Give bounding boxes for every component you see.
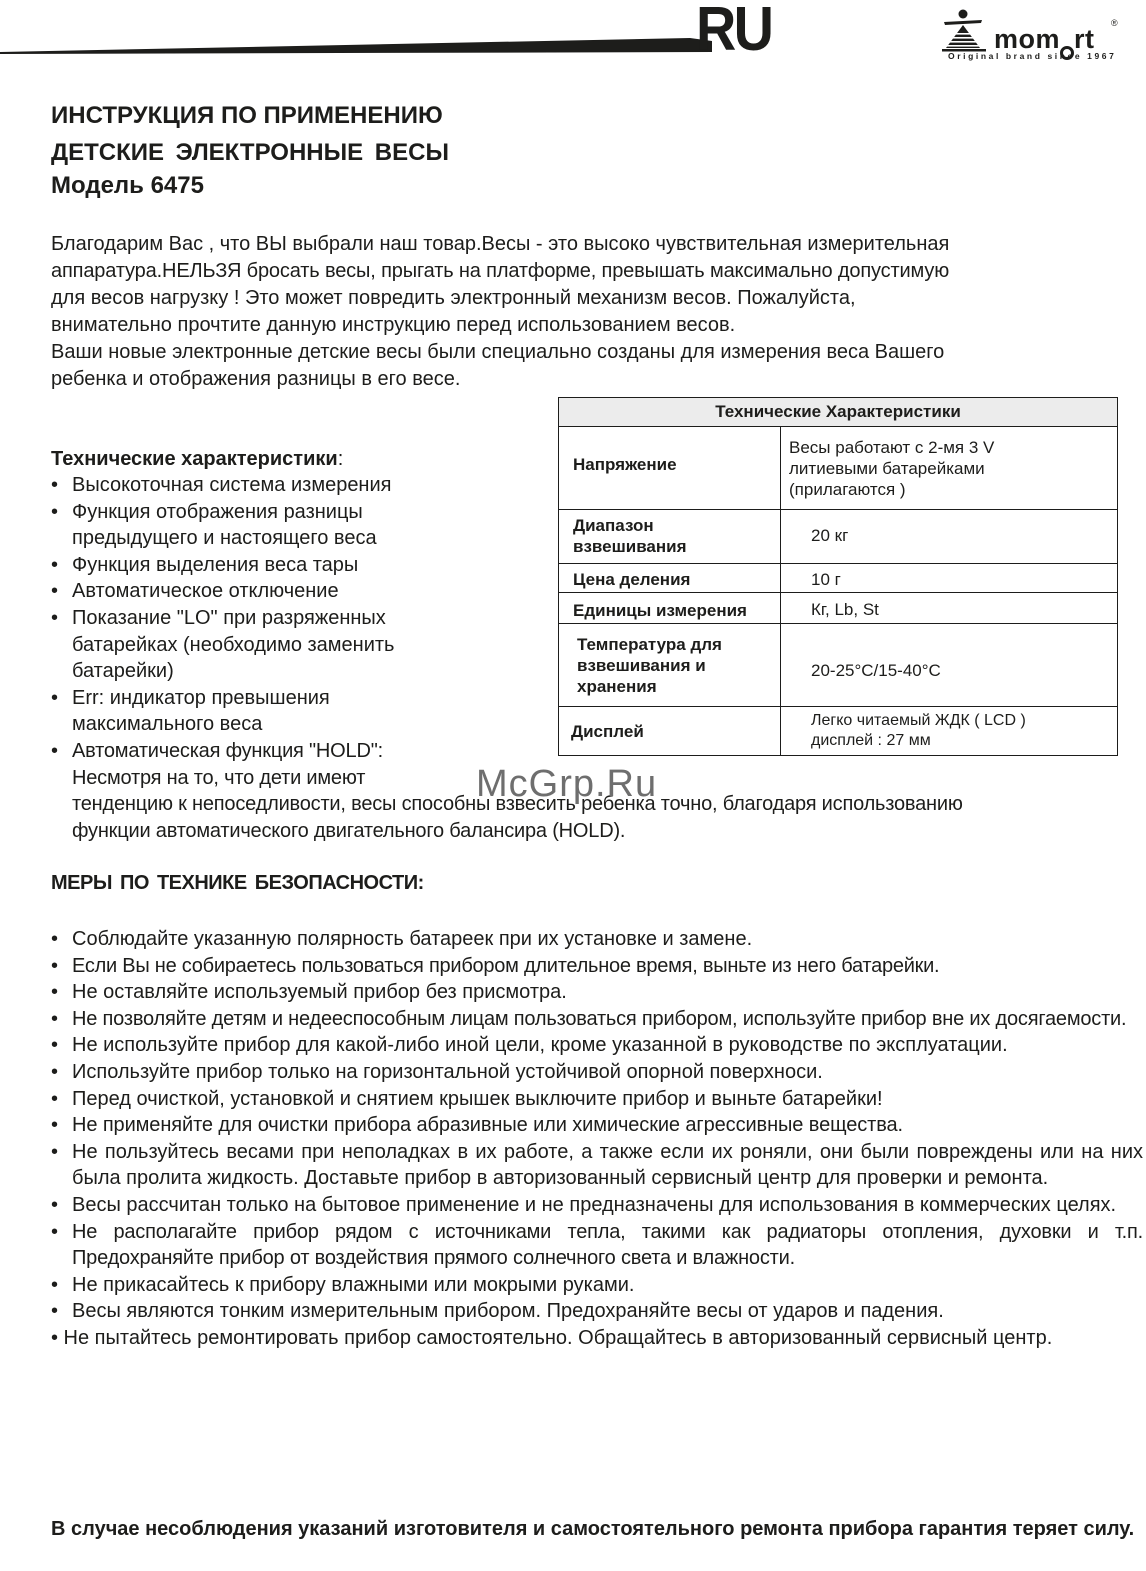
intro-line: аппаратура.НЕЛЬЗЯ бросать весы, прыгать на платформе, превышать максимально допустимую (51, 260, 950, 282)
safety-item: • Весы являются тонким измерительным прибором. Предохраняйте весы от ударов и падения. (51, 1298, 1143, 1325)
spec-label: Цена деления (573, 570, 691, 589)
spec-item: • Err: индикатор превышения максимального веса (51, 685, 1143, 738)
spec-item: • Высокоточная система измерения (51, 472, 1143, 499)
spec-label: Дисплей (571, 722, 644, 741)
logo-tagline: Original brand since 1967 (948, 51, 1117, 61)
safety-item: • Не прикасайтесь к прибору влажными или мокрыми руками. (51, 1272, 1143, 1299)
spec-value: 10 г (811, 570, 841, 589)
language-badge: RU (696, 0, 772, 64)
safety-item: • Не применяйте для очистки прибора абразивные или химические агрессивные вещества. (51, 1112, 1143, 1139)
spec-item: • Функция выделения веса тары (51, 552, 1143, 579)
safety-item: • Соблюдайте указанную полярность батареек при их установке и замене. (51, 926, 1143, 953)
spec-label: Единицы измерения (573, 601, 747, 620)
safety-item: • Не пытайтесь ремонтировать прибор самостоятельно. Обращайтесь в авторизованный сервисный центр. (51, 1326, 1053, 1349)
watermark: McGrp.Ru (476, 763, 658, 805)
intro-line: ребенка и отображения разницы в его весе. (51, 368, 461, 390)
safety-item: • Не оставляйте используемый прибор без присмотра. (51, 979, 1143, 1006)
spec-value: Легко читаемый ЖДК ( LCD ) дисплей : 27 мм (811, 712, 1026, 749)
warranty-notice: В случае несоблюдения указаний изготовителя и самостоятельного ремонта прибора гарантия теряет силу. (51, 1518, 1135, 1540)
intro-line: внимательно прочтите данную инструкцию перед использованием весов. (51, 314, 736, 336)
registered-mark: ® (1111, 18, 1118, 28)
intro-line: Благодарим Вас , что ВЫ выбрали наш товар.Весы - это высоко чувствительная измерительная (51, 233, 950, 255)
safety-list (51, 926, 1143, 1352)
safety-item: • Не позволяйте детям и недееспособным лицам пользоваться прибором, используйте прибор вне их досягаемости. (51, 1006, 1143, 1033)
spec-item: • Функция отображения разницы предыдущего и настоящего веса (51, 499, 1143, 552)
spec-item: • Показание "LO" при разряженных батарейках (необходимо заменить батарейки) (51, 605, 1143, 685)
spec-value: 20 кг (811, 526, 849, 545)
spec-item: • Автоматическая функция "HOLD": Несмотря на то, что дети имеют тенденцию к непоседливости, весы способны взвесить ребенка точно, благодаря использованию функции автоматического двигательного балансира (HOLD). (51, 738, 1143, 844)
spec-table-title: Технические Характеристики (715, 402, 961, 421)
spec-item: • Автоматическое отключение (51, 578, 1143, 605)
safety-heading: МЕРЫ ПО ТЕХНИКЕ БЕЗОПАСНОСТИ: (51, 872, 424, 894)
spec-label: Напряжение (573, 455, 677, 474)
spec-value: Кг, Lb, St (811, 600, 879, 619)
safety-item: • Используйте прибор только на горизонтальной устойчивой опорной поверхноси. (51, 1059, 1143, 1086)
intro-line: Ваши новые электронные детские весы были специально созданы для измерения веса Вашего (51, 341, 945, 363)
spec-value: Весы работают с 2-мя 3 V литиевыми батарейками (прилагаются ) (789, 438, 995, 499)
spec-label: Диапазон взвешивания (573, 516, 687, 556)
specs-heading: Технические характеристики: (51, 448, 344, 470)
safety-item: • Не пользуйтесь весами при неполадках в их работе, а также если их роняли, они были повреждены или на них была пролита жидкость. Доставьте прибор в авторизованный сервисный центр для проверки и ремонта. (51, 1139, 1143, 1192)
spec-table (558, 397, 1118, 757)
spec-label: Температура для взвешивания и хранения (577, 635, 722, 696)
spec-value: 20-25°C/15-40°C (811, 661, 941, 680)
logo-wordmark: mom rt (994, 24, 1095, 60)
product-title: ДЕТСКИЕ ЭЛЕКТРОННЫЕ ВЕСЫ (51, 139, 449, 166)
intro-text (51, 231, 1143, 393)
safety-item: • Если Вы не собираетесь пользоваться прибором длительное время, выньте из него батарейки. (51, 953, 1143, 980)
document-title: ИНСТРУКЦИЯ ПО ПРИМЕНЕНИЮ (51, 102, 443, 129)
safety-item: • Не располагайте прибор рядом с источниками тепла, такими как радиаторы отопления, духовки и т.п. Предохраняйте прибор от воздействия прямого солнечного света и влажности. (51, 1219, 1143, 1272)
safety-item: • Перед очисткой, установкой и снятием крышек выключите прибор и выньте батарейки! (51, 1086, 1143, 1113)
safety-item: • Не используйте прибор для какой-либо иной цели, кроме указанной в руководстве по эксплуатации. (51, 1032, 1143, 1059)
intro-line: для весов нагрузку ! Это может повредить электронный механизм весов. Пожалуйста, (51, 287, 856, 309)
safety-item: • Весы рассчитан только на бытовое применение и не предназначены для использования в коммерческих целях. (51, 1192, 1143, 1219)
header-rule (0, 0, 712, 60)
model-title: Модель 6475 (51, 172, 204, 199)
